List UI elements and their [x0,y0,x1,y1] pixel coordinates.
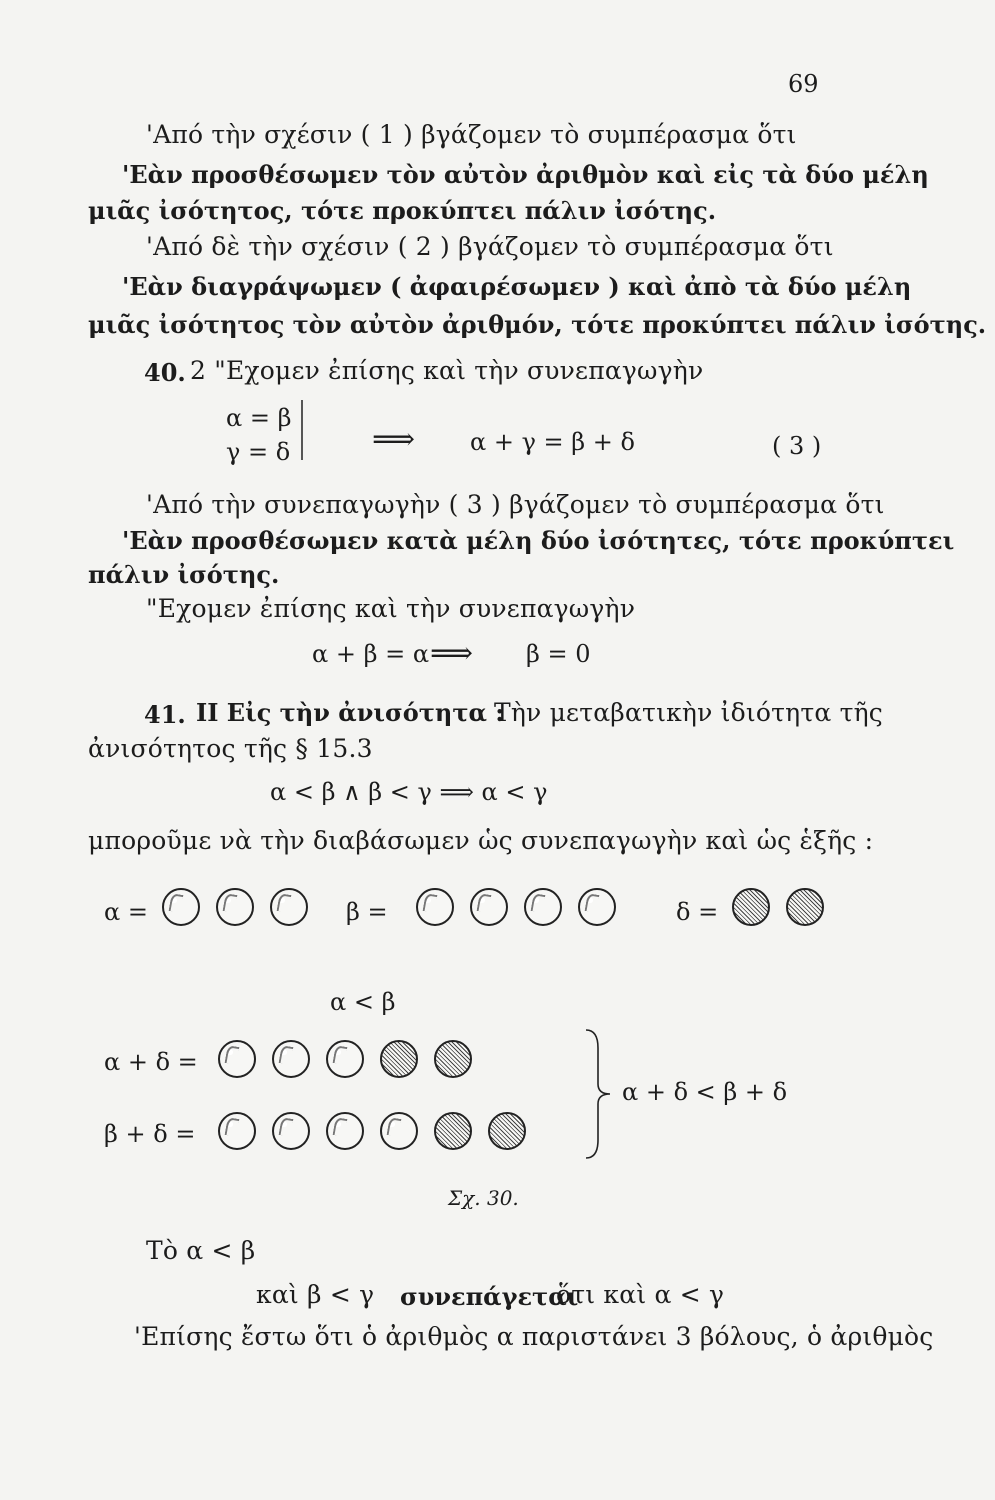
marble [380,1040,418,1078]
section-number-40: 40. [144,358,186,387]
equation-b-zero: β = 0 [526,640,591,668]
marble [416,888,454,926]
text-line-12: Τὴν μεταβατικὴν ἰδιότητα τῆς [494,698,884,727]
fig-label-a-plus-d: α + δ = [104,1048,198,1076]
implies-arrow-1: ⟹ [372,422,416,457]
rule-statement-2-cont: μιᾶς ἰσότητος τὸν αὐτὸν ἀριθμόν, τότε προκύπτει πάλιν ἰσότης. [88,310,987,339]
figure-caption: Σχ. 30. [448,1186,519,1210]
marble [434,1040,472,1078]
marble [162,888,200,926]
implies-arrow-2: ⟹ [430,636,474,671]
marble [380,1112,418,1150]
text-line-16c: ὅτι καὶ α < γ [556,1280,725,1309]
rule-statement-3: 'Εὰν προσθέσωμεν κατὰ μέλη δύο ἰσότητες, τότε προκύπτει [122,526,955,555]
marble [272,1112,310,1150]
fig-label-b-plus-d: β + δ = [104,1120,196,1148]
marble [272,1040,310,1078]
text-line-14: μποροῦμε νὰ τὴν διαβάσωμεν ὡς συνεπαγωγὴν καὶ ὡς ἑξῆς : [88,826,874,855]
marble [216,888,254,926]
marble [786,888,824,926]
text-line-4: 'Από δὲ τὴν σχέσιν ( 2 ) βγάζομεν τὸ συμπέρασμα ὅτι [146,232,834,261]
marble [326,1112,364,1150]
equation-a-plus-b: α + β = α [312,640,430,668]
page-number: 69 [788,70,819,98]
text-line-8: 'Από τὴν συνεπαγωγὴν ( 3 ) βγάζομεν τὸ συμπέρασμα ὅτι [146,490,885,519]
figure-brace [584,1028,614,1160]
rule-statement-3-cont: πάλιν ἰσότης. [88,560,280,589]
marble [326,1040,364,1078]
fig-label-b: β = [346,898,388,926]
text-line-16b: συνεπάγεται [400,1282,579,1311]
text-line-13: ἀνισότητος τῆς § 15.3 [88,734,373,763]
system-bracket [298,398,318,462]
rule-statement-1: 'Εὰν προσθέσωμεν τὸν αὐτὸν ἀριθμὸν καὶ εἰς τὰ δύο μέλη [122,160,929,189]
marble [218,1112,256,1150]
transitive-inequality: α < β ∧ β < γ ⟹ α < γ [270,778,548,806]
fig-label-a: α = [104,898,148,926]
text-line-16a: καὶ β < γ [256,1280,375,1309]
fig-label-a-less-b: α < β [330,988,396,1016]
fig-label-d: δ = [676,898,719,926]
text-line-17: 'Επίσης ἔστω ὅτι ὁ ἀριθμὸς α παριστάνει 3 βόλους, ὁ ἀριθμὸς [134,1322,934,1351]
rule-statement-2: 'Εὰν διαγράψωμεν ( ἀφαιρέσωμεν ) καὶ ἀπὸ τὰ δύο μέλη [122,272,912,301]
text-line-1: 'Από τὴν σχέσιν ( 1 ) βγάζομεν τὸ συμπέρασμα ὅτι [146,120,797,149]
section-number-41: 41. [144,700,186,729]
text-line-11: "Εχομεν ἐπίσης καὶ τὴν συνεπαγωγὴν [146,594,636,623]
marble [434,1112,472,1150]
fig-conclusion: α + δ < β + δ [622,1078,788,1106]
equation-number-3: ( 3 ) [772,432,822,460]
section-heading-inequality: II Εἰς τὴν ἀνισότητα : [196,698,505,727]
rule-statement-1-cont: μιᾶς ἰσότητος, τότε προκύπτει πάλιν ἰσότης. [88,196,717,225]
marble [270,888,308,926]
system-eq-2: γ = δ [226,438,291,466]
marble [470,888,508,926]
system-result: α + γ = β + δ [470,428,635,456]
marble [524,888,562,926]
marble [218,1040,256,1078]
marble [488,1112,526,1150]
system-eq-1: α = β [226,404,292,432]
marble [578,888,616,926]
text-line-15: Τὸ α < β [146,1236,256,1265]
marble [732,888,770,926]
text-line-7: 2 "Εχομεν ἐπίσης καὶ τὴν συνεπαγωγὴν [190,356,704,385]
